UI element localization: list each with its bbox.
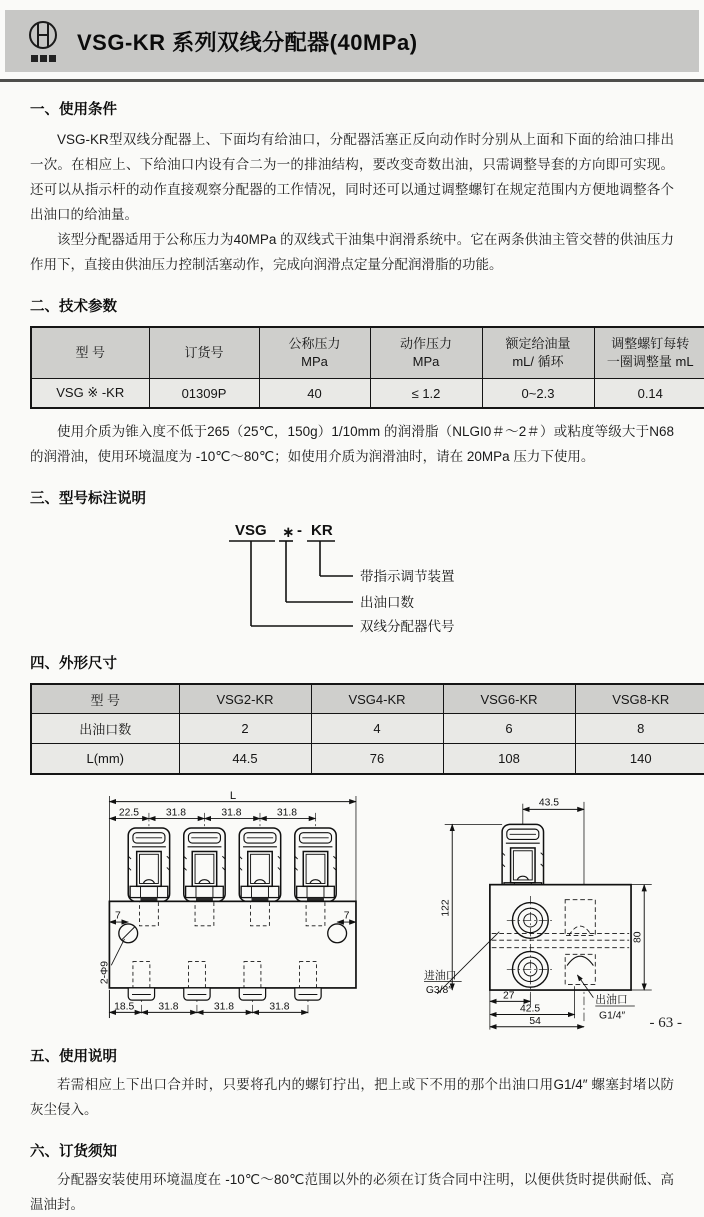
- model-code-vsg: VSG: [235, 522, 267, 539]
- tech-th-order-no: 订货号: [149, 327, 259, 379]
- section-1-paragraph-1: VSG-KR型双线分配器上、下面均有给油口，分配器活塞正反向动作时分别从上面和下面的给油口排出一次。在相应上、下给油口内设有合二为一的排油结构，要改变奇数出油，只需调整导套的方向即可实现。还可以从指示杆的动作直接观察分配器的工作情况，同时还可以通过调整螺钉在规定范围内方便地调整各个出油口的给油量。: [30, 132, 674, 222]
- dim-top-3: 31.8: [276, 807, 298, 819]
- page-title: VSG-KR 系列双线分配器(40MPa): [77, 29, 418, 55]
- holes-label: 2-Φ9: [100, 960, 111, 985]
- tech-parameters-table: [30, 326, 704, 409]
- dim-27: 27: [502, 990, 515, 1002]
- tech-td-adjust-per-turn: 0.14: [594, 379, 704, 409]
- dim-td-length-label: L(mm): [31, 744, 179, 775]
- dim-54: 54: [529, 1015, 541, 1027]
- section-5-title: 五、使用说明: [30, 1049, 117, 1065]
- dim-bottom-0: 18.5: [114, 1001, 135, 1013]
- brand-logo-icon: [21, 20, 65, 62]
- model-code-label-outlets: 出油口数: [360, 595, 414, 610]
- inlet-port-label: 进油口: [423, 969, 457, 982]
- model-code-kr: KR: [311, 522, 333, 539]
- dim-th-vsg4: VSG4-KR: [311, 684, 443, 714]
- section-1-title: 一、使用条件: [30, 102, 117, 118]
- tech-td-model: VSG ※ -KR: [31, 379, 149, 409]
- dim-42-5: 42.5: [519, 1003, 540, 1015]
- dim-td-length-8: 140: [575, 744, 704, 775]
- dim-th-vsg8: VSG8-KR: [575, 684, 704, 714]
- model-code-label-series: 双线分配器代号: [360, 619, 455, 634]
- dim-table-row-length: [31, 744, 704, 775]
- side-view-drawing: [424, 783, 689, 1039]
- tech-th-rated-output: 额定给油量 mL/ 循环: [482, 327, 594, 379]
- dim-bottom-1: 31.8: [158, 1001, 179, 1013]
- dim-th-model: 型 号: [31, 684, 179, 714]
- section-3-title: 三、型号标注说明: [30, 491, 146, 507]
- dim-122: 122: [440, 899, 452, 917]
- dim-7-right: 7: [343, 910, 350, 922]
- tech-th-action-pressure: 动作压力 MPa: [370, 327, 482, 379]
- tech-td-action-pressure: ≤ 1.2: [370, 379, 482, 409]
- tech-th-nominal-pressure: 公称压力 MPa: [259, 327, 370, 379]
- section-1-paragraph-2: 该型分配器适用于公称压力为40MPa 的双线式干油集中润滑系统中。它在两条供油主管交替的供油压力作用下，直接由供油压力控制活塞动作，完成向润滑点定量分配润滑脂的功能。: [30, 232, 674, 272]
- inlet-thread-label: G3/8″: [425, 984, 452, 996]
- dim-td-outlets-4: 4: [311, 714, 443, 744]
- dim-td-outlets-6: 6: [443, 714, 575, 744]
- section-2-title: 二、技术参数: [30, 299, 117, 315]
- dim-top-1: 31.8: [165, 807, 187, 819]
- header-rule: [0, 79, 704, 82]
- tech-table-header-row: [31, 327, 704, 379]
- dim-th-vsg2: VSG2-KR: [179, 684, 311, 714]
- dim-top-2: 31.8: [221, 807, 242, 819]
- dim-L: L: [229, 789, 237, 802]
- dim-td-length-4: 76: [311, 744, 443, 775]
- dim-80: 80: [632, 931, 644, 943]
- dim-bottom-3: 31.8: [269, 1001, 290, 1013]
- section-2-note: 使用介质为锥入度不低于265（25℃，150g）1/10mm 的润滑脂（NLGI0＃～2＃）或粘度等级大于N68的润滑油，使用环境温度为 -10℃～80℃；如使用介质为润滑油时，请在 20MPa 压力下使用。: [30, 424, 674, 464]
- dim-td-length-2: 44.5: [179, 744, 311, 775]
- tech-th-model: 型 号: [31, 327, 149, 379]
- model-code-diagram: [223, 518, 693, 638]
- model-code-label-indicator: 带指示调节装置: [360, 569, 455, 584]
- dim-td-length-6: 108: [443, 744, 575, 775]
- tech-td-nominal-pressure: 40: [259, 379, 370, 409]
- section-4-title: 四、外形尺寸: [30, 656, 117, 672]
- dim-43-5: 43.5: [538, 797, 559, 809]
- tech-td-rated-output: 0~2.3: [482, 379, 594, 409]
- dim-td-outlets-2: 2: [179, 714, 311, 744]
- outlet-thread-label: G1/4″: [598, 1010, 625, 1022]
- page-number: - 63 -: [649, 1015, 682, 1031]
- section-5-paragraph: 若需相应上下出口合并时，只要将孔内的螺钉拧出，把上或下不用的那个出油口用G1/4″ 螺塞封堵以防灰尘侵入。: [30, 1077, 674, 1117]
- tech-table-data-row: [31, 379, 704, 409]
- brand-logo-text: [31, 55, 56, 62]
- dim-bottom-2: 31.8: [213, 1001, 235, 1013]
- front-view-drawing: [100, 783, 394, 1031]
- dim-table-header-row: [31, 684, 704, 714]
- header-band: [5, 10, 699, 72]
- outlet-port-label: 出油口: [594, 994, 628, 1007]
- dim-top-0: 22.5: [118, 807, 139, 819]
- dim-td-outlets-label: 出油口数: [31, 714, 179, 744]
- dimensions-table: [30, 683, 704, 775]
- tech-td-order-no: 01309P: [149, 379, 259, 409]
- section-6-paragraph: 分配器安装使用环境温度在 -10℃～80℃范围以外的必须在订货合同中注明，以便供货时提供耐低、高温油封。: [30, 1172, 674, 1212]
- model-code-dash: -: [297, 522, 302, 539]
- dim-table-row-outlets: [31, 714, 704, 744]
- dim-td-outlets-8: 8: [575, 714, 704, 744]
- dim-7-left: 7: [115, 910, 121, 922]
- tech-th-adjust-per-turn: 调整螺钉每转 一圈调整量 mL: [594, 327, 704, 379]
- dim-th-vsg6: VSG6-KR: [443, 684, 575, 714]
- section-6-title: 六、订货须知: [30, 1144, 117, 1160]
- model-code-star: ∗: [282, 524, 295, 541]
